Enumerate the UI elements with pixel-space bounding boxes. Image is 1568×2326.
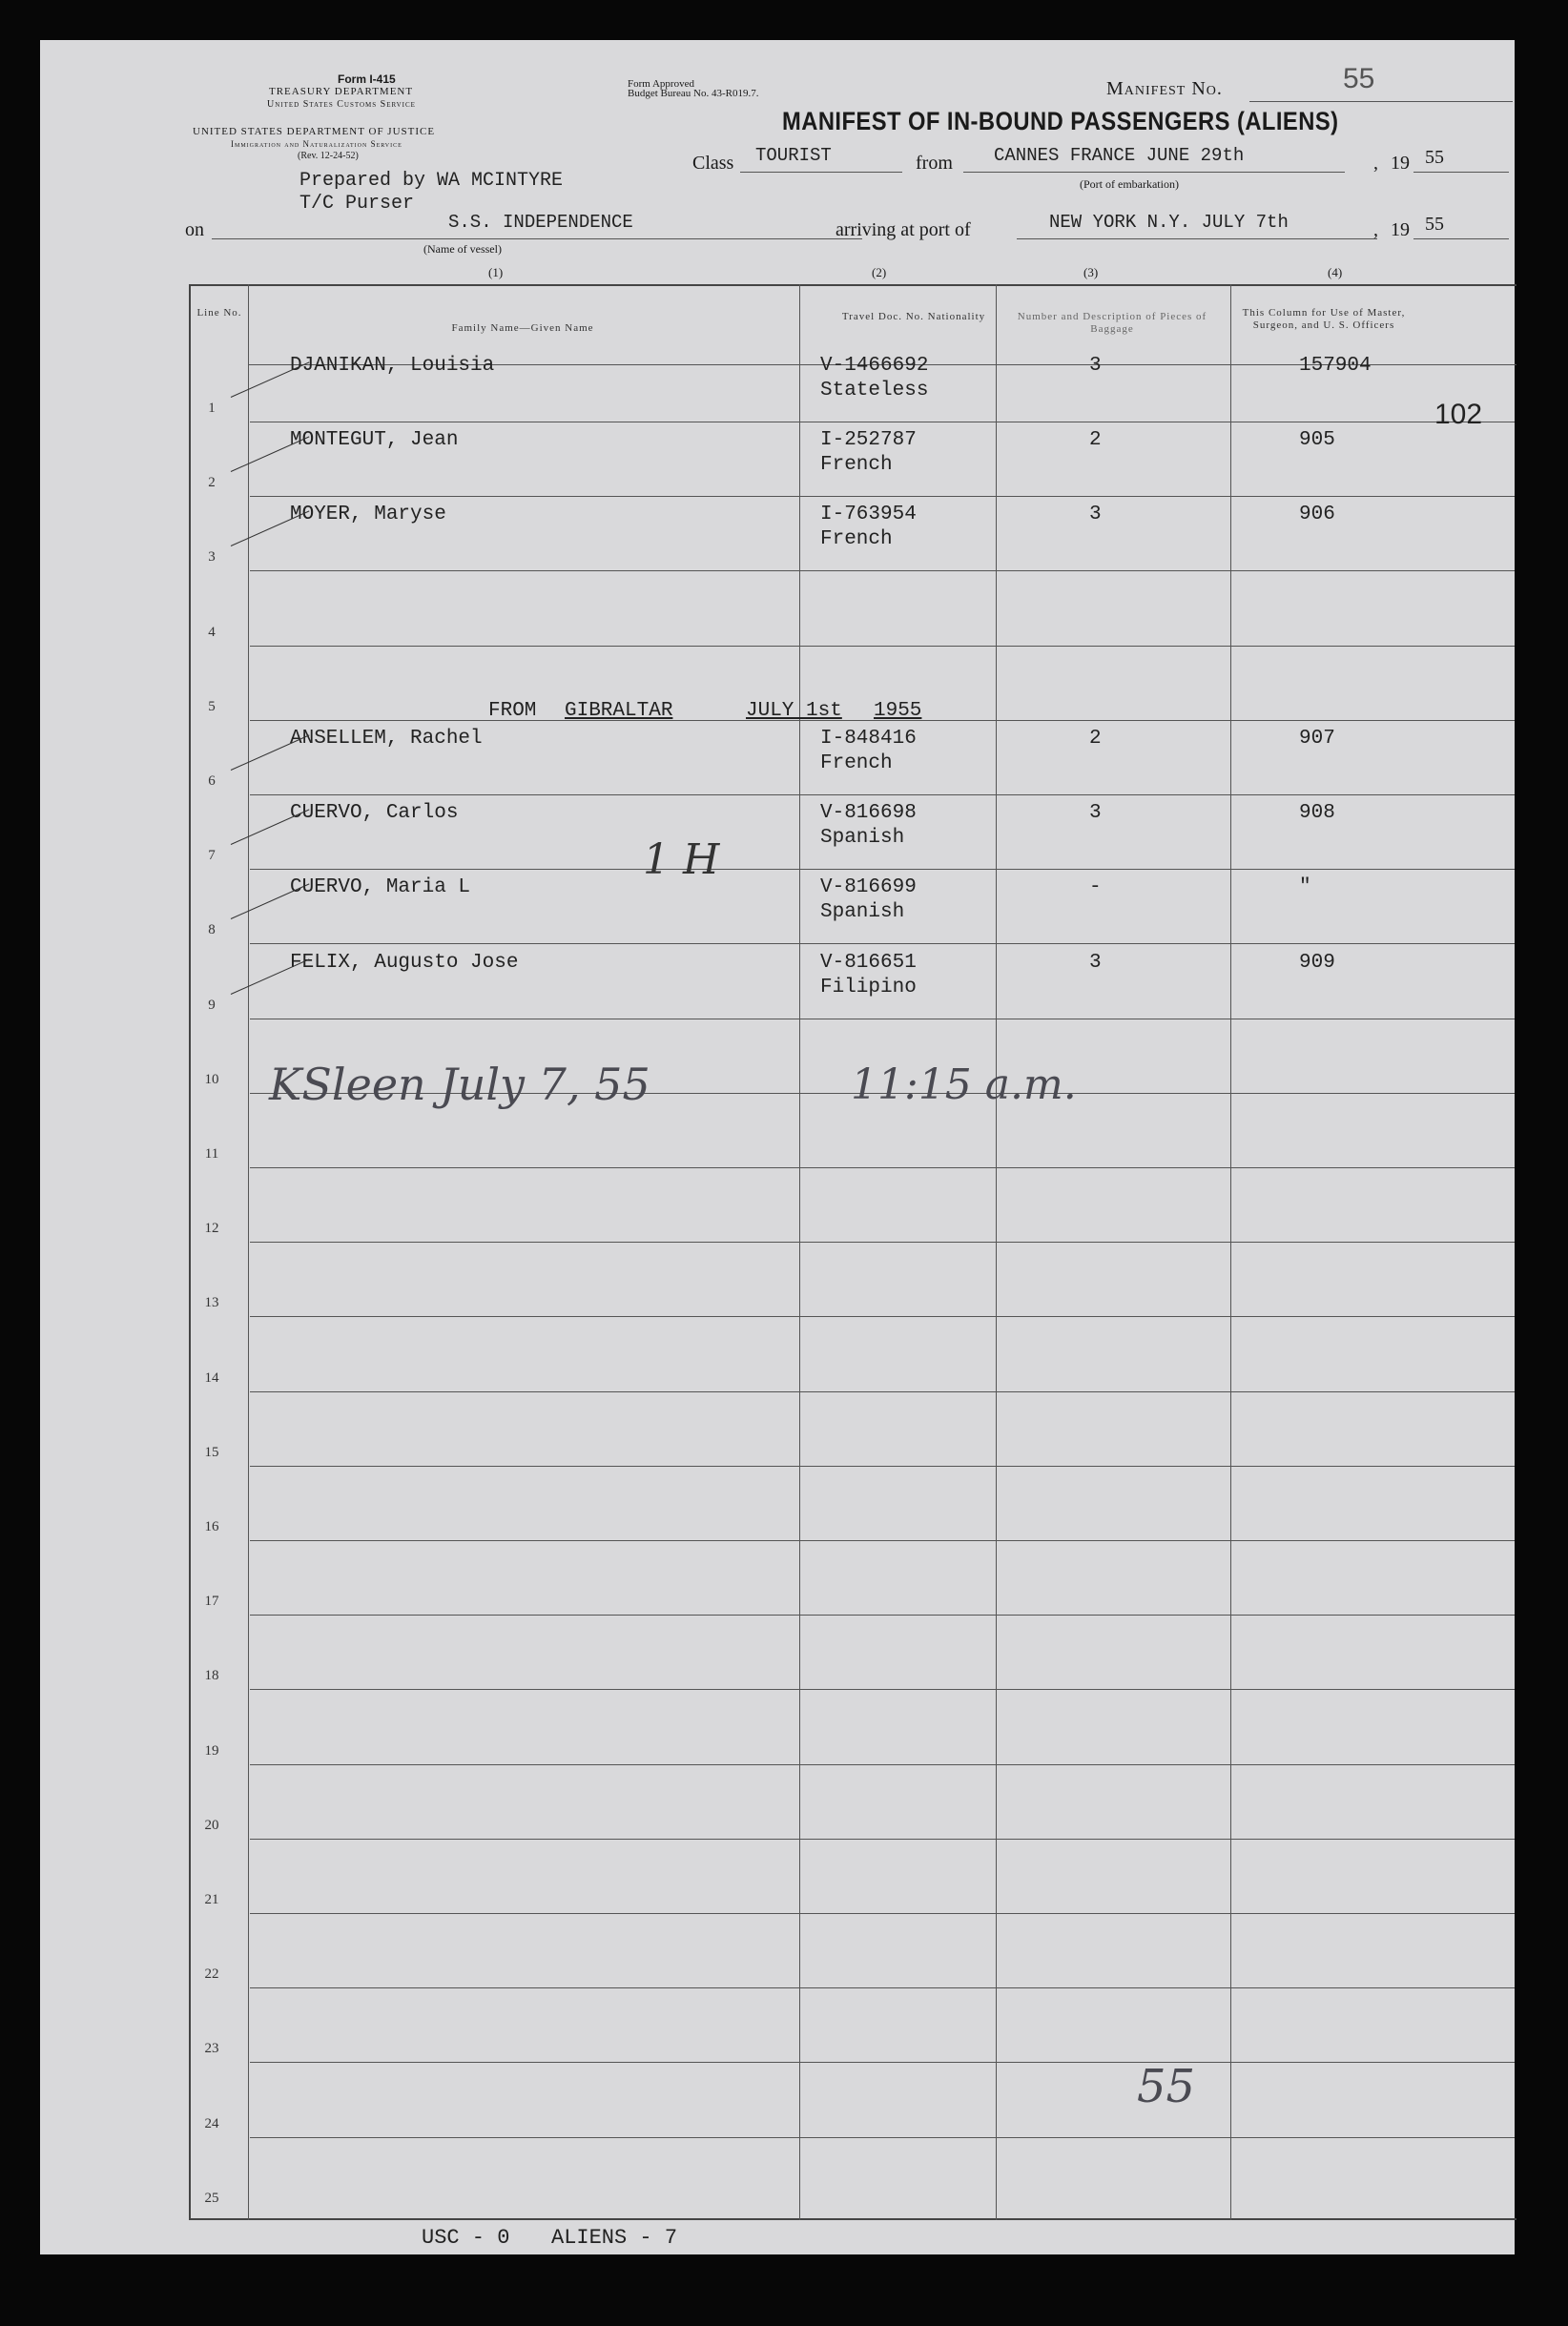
manifest-title: MANIFEST OF IN-BOUND PASSENGERS (ALIENS) <box>782 107 1339 135</box>
line-number: 23 <box>204 2041 219 2057</box>
port-embarkation-label: (Port of embarkation) <box>1080 177 1179 191</box>
passenger-name: DJANIKAN, Louisia <box>290 355 495 377</box>
section-date: JULY 1st <box>746 700 842 722</box>
line-number: 22 <box>204 1966 219 1983</box>
travel-doc-number: V-816651 <box>820 951 917 974</box>
department-name: TREASURY DEPARTMENT <box>269 86 414 97</box>
side-number: 102 <box>1434 399 1483 430</box>
header-officers: This Column for Use of Master, Surgeon, and U. S. Officers <box>1242 307 1406 331</box>
passenger-name: MONTEGUT, Jean <box>290 429 459 452</box>
officer-number: 909 <box>1299 951 1335 974</box>
embarkation-port: CANNES FRANCE JUNE 29th <box>994 145 1245 166</box>
budget-bureau: Budget Bureau No. 43-R019.7. <box>628 88 759 99</box>
passenger-name: MOYER, Maryse <box>290 504 446 526</box>
column-number-3: (3) <box>1083 265 1099 279</box>
service-name: United States Customs Service <box>267 99 416 110</box>
baggage-count: - <box>1089 876 1102 899</box>
passenger-table <box>189 284 1516 2220</box>
line-number: 9 <box>208 997 216 1013</box>
year-arrival: 55 <box>1425 214 1444 235</box>
line-number: 4 <box>208 624 216 640</box>
vessel-label: (Name of vessel) <box>423 242 502 256</box>
justice-department: UNITED STATES DEPARTMENT OF JUSTICE <box>193 126 436 137</box>
officer-number: 157904 <box>1299 355 1372 377</box>
line-number: 5 <box>208 698 216 714</box>
line-number: 13 <box>204 1295 219 1311</box>
handwritten-signature: KSleen July 7, 55 <box>269 1059 650 1110</box>
line-number: 21 <box>204 1892 219 1907</box>
line-number: 19 <box>204 1742 219 1759</box>
nationality: Spanish <box>820 901 905 924</box>
section-year: 1955 <box>874 700 922 722</box>
line-number: 14 <box>204 1369 219 1386</box>
handwritten-time: 11:15 a.m. <box>851 1060 1077 1109</box>
officer-number: 908 <box>1299 802 1335 825</box>
passenger-name: CUERVO, Carlos <box>290 802 459 825</box>
officer-number: 906 <box>1299 504 1335 526</box>
section-place: GIBRALTAR <box>565 700 673 722</box>
travel-doc-number: V-816698 <box>820 802 917 825</box>
handwritten-bracket-mark: 1 H <box>643 835 720 884</box>
manifest-sheet: Form I-415 TREASURY DEPARTMENT United States Customs Service UNITED STATES DEPARTMENT OF JUSTICE Immigration and Naturalization Service (Rev. 12-24-52) Prepared by WA MCINTYRE T/C Purser Form Approved Budget Bureau No. 43-R019.7. Manifest No. 55 MANIFEST OF IN-BOUND PASSENGERS (ALIENS) Class TOURIST from CANNES FRANCE JUNE 29th , 19 55 (Port of embarkation) on S.S. INDEPENDENCE (Name of vessel) arriving at port of NEW YORK N.Y. JULY 7th , 19 55 (1) (2) (3) (4) Line No. Family Name—Given Name Travel Doc. No. Nationality Number and Description of Pieces of Baggage This Column for Use of Master, Surgeon, and U. S. Officers 1 DJANIKAN, Louisia V-1466692 Stateless 3 157904 2 MONTEGUT, Jean I-252787 French 2 905 3 MOYER, Maryse I-763954 French 3 906 4 5 6 ANSELLEM, Rachel I-848416 French 2 907 7 CUERVO, Carlos V-816698 Spanish 3 908 8 CUERVO, Maria L V-816699 Spanish - " 9 FELIX, Augusto Jose V-816651 Filipino 3 909 10 11 12 13 14 15 16 17 18 19 20 21 22 23 24 25 FROM GIBRALTAR JULY 1st 1955 102 KSleen July 7, 55 11:15 a.m. 1 H 55 USC - 0 ALIENS - 7 <box>40 40 1515 2254</box>
line-number: 18 <box>204 1668 219 1684</box>
travel-doc-number: I-763954 <box>820 504 917 526</box>
officer-number: " <box>1299 876 1311 899</box>
line-number: 16 <box>204 1519 219 1534</box>
nationality: Stateless <box>820 380 929 401</box>
baggage-count: 3 <box>1089 802 1102 825</box>
nationality: French <box>820 752 893 774</box>
passenger-name: ANSELLEM, Rachel <box>290 728 483 750</box>
prepared-by: Prepared by WA MCINTYRE <box>299 170 564 192</box>
manifest-no-label: Manifest No. <box>1106 78 1223 99</box>
line-number: 7 <box>208 848 216 864</box>
from-label: from <box>916 153 953 174</box>
officer-number: 905 <box>1299 429 1335 452</box>
baggage-count: 2 <box>1089 728 1102 750</box>
nationality: Spanish <box>820 827 905 850</box>
baggage-count: 3 <box>1089 504 1102 526</box>
arrival-port: NEW YORK N.Y. JULY 7th <box>1049 212 1289 233</box>
manifest-number: 55 <box>1343 63 1375 94</box>
line-number: 6 <box>208 773 216 789</box>
nationality: French <box>820 454 893 477</box>
column-number-1: (1) <box>488 265 504 279</box>
travel-doc-number: I-252787 <box>820 429 917 452</box>
line-number: 24 <box>204 2115 219 2131</box>
year-from: 55 <box>1425 147 1444 168</box>
baggage-count: 3 <box>1089 951 1102 974</box>
line-number: 17 <box>204 1594 219 1610</box>
line-number: 12 <box>204 1221 219 1237</box>
line-number: 15 <box>204 1444 219 1460</box>
arriving-label: arriving at port of <box>836 219 971 240</box>
footer-aliens-count: ALIENS - 7 <box>551 2226 678 2250</box>
line-number: 2 <box>208 475 216 491</box>
revision-date: (Rev. 12-24-52) <box>298 151 359 161</box>
handwritten-number: 55 <box>1137 2060 1196 2113</box>
travel-doc-number: V-816699 <box>820 876 917 899</box>
passenger-name: FELIX, Augusto Jose <box>290 951 519 974</box>
form-approved: Form Approved <box>628 78 694 90</box>
immigration-service: Immigration and Naturalization Service <box>231 139 402 149</box>
line-number: 25 <box>204 2190 219 2206</box>
officer-number: 907 <box>1299 728 1335 750</box>
nationality: French <box>820 528 893 551</box>
line-number: 10 <box>204 1071 219 1087</box>
header-baggage: Number and Description of Pieces of Baggage <box>1017 311 1207 335</box>
column-number-2: (2) <box>872 265 887 279</box>
section-from: FROM <box>488 700 537 722</box>
header-travel-doc: Travel Doc. No. Nationality <box>841 311 986 322</box>
class-label: Class <box>692 153 734 174</box>
line-number: 1 <box>208 401 216 416</box>
travel-doc-number: V-1466692 <box>820 355 929 377</box>
baggage-count: 3 <box>1089 355 1102 377</box>
vessel-name: S.S. INDEPENDENCE <box>448 212 633 233</box>
nationality: Filipino <box>820 976 917 998</box>
footer-usc-count: USC - 0 <box>422 2226 510 2250</box>
header-name: Family Name—Given Name <box>451 322 594 334</box>
line-number: 3 <box>208 549 216 566</box>
header-line-no: Line No. <box>196 307 242 319</box>
line-number: 8 <box>208 922 216 938</box>
line-number: 20 <box>204 1817 219 1833</box>
class-value: TOURIST <box>755 145 832 166</box>
year-prefix-arrival: 19 <box>1391 219 1410 240</box>
on-label: on <box>185 219 204 240</box>
passenger-name: CUERVO, Maria L <box>290 876 471 899</box>
column-number-4: (4) <box>1328 265 1343 279</box>
line-number: 11 <box>204 1146 219 1162</box>
year-prefix: 19 <box>1391 153 1410 174</box>
purser-title: T/C Purser <box>299 193 415 215</box>
baggage-count: 2 <box>1089 429 1102 452</box>
travel-doc-number: I-848416 <box>820 728 917 750</box>
form-number: Form I-415 <box>338 72 396 86</box>
